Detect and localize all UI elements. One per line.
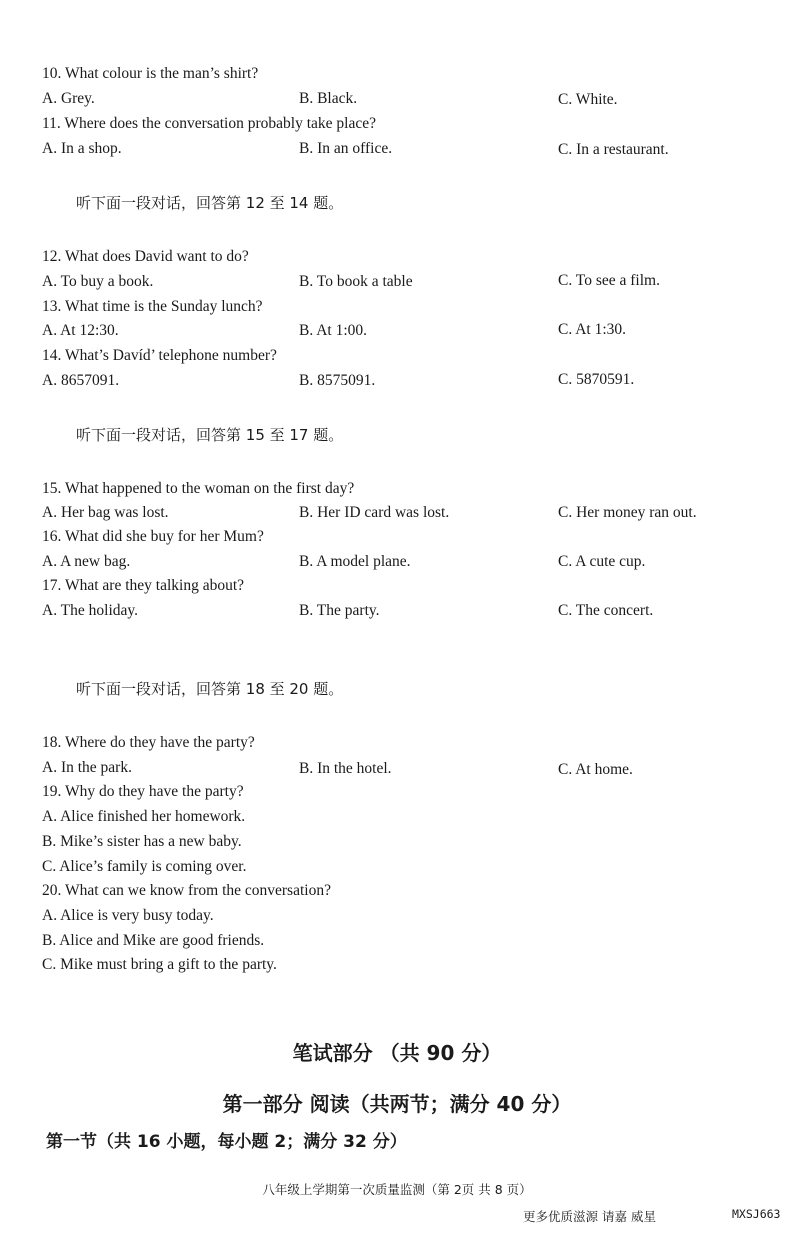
question-17: 17. What are they talking about? (42, 577, 245, 594)
q16-option-a: A. A new bag. (42, 553, 131, 570)
reading-part-title: 第一部分 阅读（共两节；满分 40 分） (222, 1092, 572, 1116)
q20-option-b: B. Alice and Mike are good friends. (42, 932, 265, 949)
q15-option-a: A. Her bag was lost. (42, 504, 169, 521)
q17-option-b: B. The party. (299, 602, 380, 619)
question-16: 16. What did she buy for her Mum? (42, 528, 264, 545)
written-section-title: 笔试部分 （共 90 分） (292, 1041, 502, 1065)
q12-option-b: B. To book a table (299, 273, 413, 290)
q20-option-a: A. Alice is very busy today. (42, 907, 214, 924)
question-18: 18. Where do they have the party? (42, 734, 255, 751)
q13-option-a: A. At 12:30. (42, 322, 119, 339)
q18-option-b: B. In the hotel. (299, 760, 392, 777)
q13-option-c: C. At 1:30. (558, 321, 627, 338)
q17-option-c: C. The concert. (558, 602, 654, 619)
footer-code: MXSJ663 (732, 1207, 781, 1221)
listening-instruction-12-14: 听下面一段对话，回答第 12 至 14 题。 (76, 194, 344, 212)
question-19: 19. Why do they have the party? (42, 783, 244, 800)
listening-instruction-15-17: 听下面一段对话，回答第 15 至 17 题。 (76, 426, 344, 444)
q12-option-c: C. To see a film. (558, 272, 660, 289)
section-one-title: 第一节（共 16 小题，每小题 2；满分 32 分） (46, 1132, 407, 1152)
q13-option-b: B. At 1:00. (299, 322, 368, 339)
q15-option-c: C. Her money ran out. (558, 504, 697, 521)
question-15: 15. What happened to the woman on the first day? (42, 480, 355, 497)
question-11: 11. Where does the conversation probably take place? (42, 115, 376, 132)
listening-instruction-18-20: 听下面一段对话，回答第 18 至 20 题。 (76, 680, 344, 698)
page-footer: 八年级上学期第一次质量监测（第 2页 共 8 页） (262, 1182, 532, 1197)
question-12: 12. What does David want to do? (42, 248, 249, 265)
q10-option-c: C. White. (558, 91, 618, 108)
q14-option-b: B. 8575091. (299, 372, 376, 389)
question-20: 20. What can we know from the conversation? (42, 882, 331, 899)
q12-option-a: A. To buy a book. (42, 273, 154, 290)
q19-option-a: A. Alice finished her homework. (42, 808, 246, 825)
q11-option-c: C. In a restaurant. (558, 141, 669, 158)
question-13: 13. What time is the Sunday lunch? (42, 298, 263, 315)
q10-option-a: A. Grey. (42, 90, 95, 107)
q19-option-b: B. Mike’s sister has a new baby. (42, 833, 242, 850)
question-14: 14. What’s Davíd’ telephone number? (42, 347, 277, 364)
q15-option-b: B. Her ID card was lost. (299, 504, 450, 521)
q18-option-a: A. In the park. (42, 759, 132, 776)
q20-option-c: C. Mike must bring a gift to the party. (42, 956, 277, 973)
q19-option-c: C. Alice’s family is coming over. (42, 858, 247, 875)
q18-option-c: C. At home. (558, 761, 633, 778)
q14-option-c: C. 5870591. (558, 371, 635, 388)
q14-option-a: A. 8657091. (42, 372, 120, 389)
footer-watermark: 更多优质滋源 请嘉 威星 (523, 1209, 656, 1224)
q16-option-b: B. A model plane. (299, 553, 411, 570)
question-10: 10. What colour is the man’s shirt? (42, 65, 259, 82)
q11-option-a: A. In a shop. (42, 140, 122, 157)
q11-option-b: B. In an office. (299, 140, 393, 157)
q16-option-c: C. A cute cup. (558, 553, 646, 570)
q17-option-a: A. The holiday. (42, 602, 138, 619)
q10-option-b: B. Black. (299, 90, 358, 107)
